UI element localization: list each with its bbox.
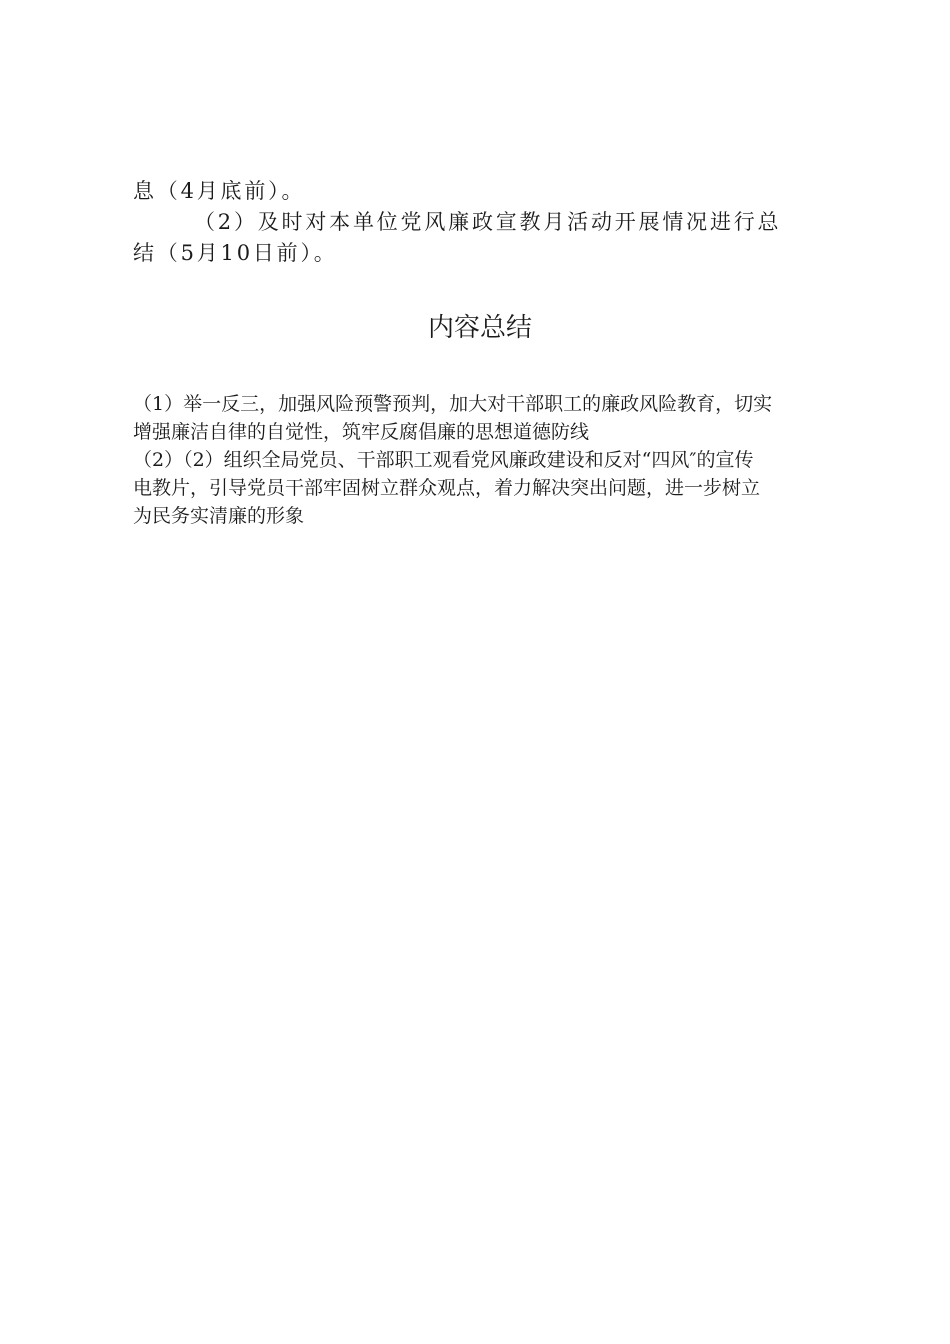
summary-content: [133, 390, 833, 530]
summary-point-2-line-2: 电教片，引导党员干部牢固树立群众观点，着力解决突出问题，进一步树立: [133, 477, 761, 499]
summary-point-1-line-2: 增强廉洁自律的自觉性，筑牢反腐倡廉的思想道德防线: [133, 421, 590, 443]
body-text: [133, 176, 823, 269]
summary-heading: 内容总结: [427, 313, 532, 343]
item-2-line-1: （2）及时对本单位党风廉政宣教月活动开展情况进行总: [194, 210, 782, 234]
continuation-line: 息（4月底前）。: [133, 179, 306, 203]
summary-point-2-line-1: （2）（2）组织全局党员、干部职工观看党风廉政建设和反对“四风″的宣传: [133, 449, 754, 471]
summary-point-1-line-1: （1）举一反三，加强风险预警预判，加大对干部职工的廉政风险教育，切实: [133, 393, 773, 415]
item-2-line-2: 结（5月10日前）。: [133, 241, 338, 265]
summary-point-2-line-3: 为民务实清廉的形象: [133, 505, 305, 527]
